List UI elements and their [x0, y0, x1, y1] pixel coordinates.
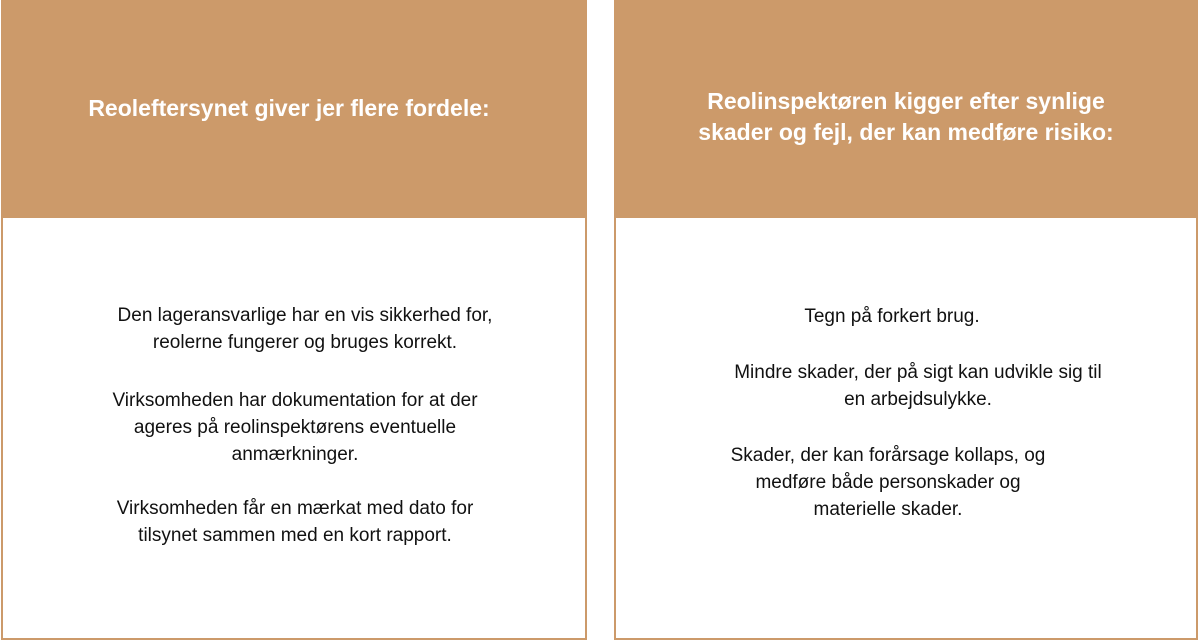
benefit-item-1: Den lageransvarlige har en vis sikkerhed for, reolerne fungerer og bruges korrekt.: [117, 305, 493, 353]
benefits-panel-header: [3, 2, 585, 218]
benefit-item-3: Virksomheden får en mærkat med dato for tilsynet sammen med en kort rapport.: [116, 498, 474, 546]
benefits-panel: [1, 0, 587, 640]
benefits-panel-title: Reoleftersynet giver jer flere fordele:: [88, 94, 490, 121]
risks-panel-title: Reolinspektøren kigger efter synlige skader og fejl, der kan medføre risiko:: [698, 88, 1114, 145]
risks-panel-header: [616, 2, 1196, 218]
risk-item-3: Skader, der kan forårsage kollaps, og medføre både personskader og materielle skader.: [730, 445, 1046, 520]
risks-panel: [614, 0, 1198, 640]
risk-item-2: Mindre skader, der på sigt kan udvikle sig til en arbejdsulykke.: [734, 362, 1102, 410]
benefit-item-2: Virksomheden har dokumentation for at der ageres på reolinspektørens eventuelle anmærkninger.: [112, 390, 478, 465]
risk-item-1: Tegn på forkert brug.: [804, 306, 980, 327]
